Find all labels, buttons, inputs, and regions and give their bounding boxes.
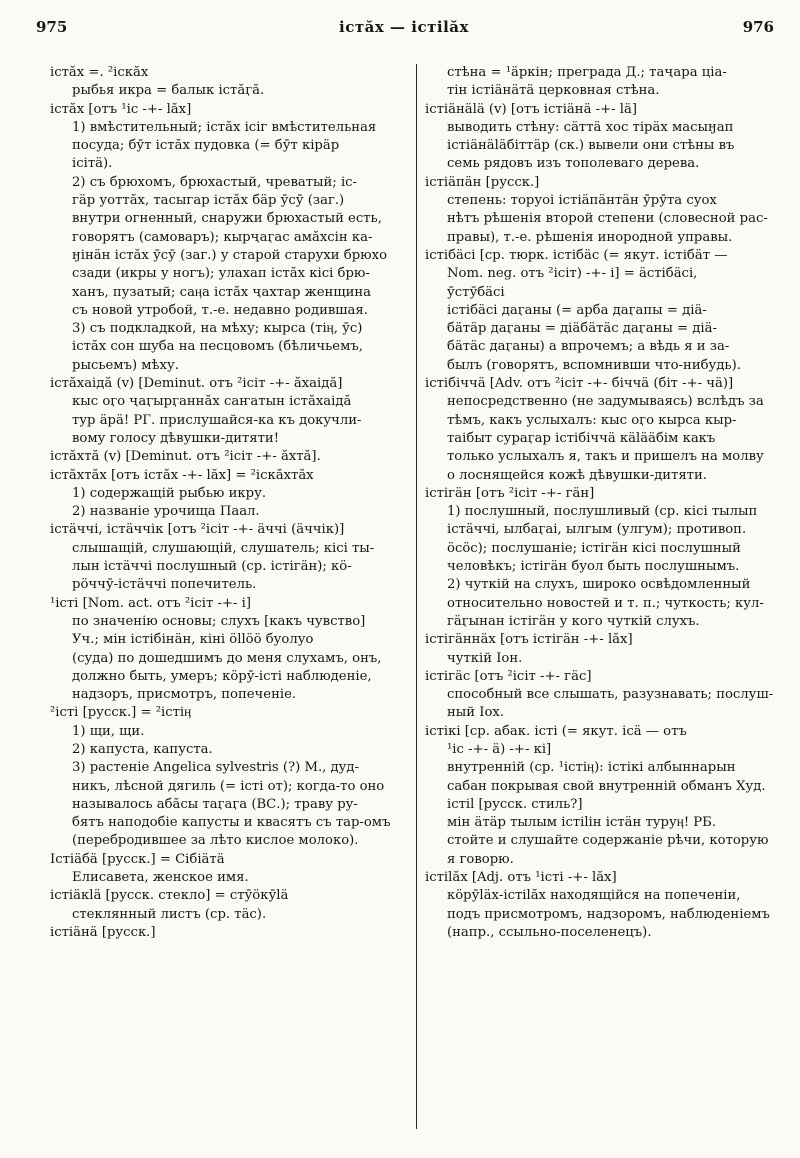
entry-line: внутренній (ср. ¹істіӊ): істікі албыннарын <box>447 760 736 776</box>
entry-line: 2) чуткій на слухъ, широко освѣдомленный <box>447 577 751 593</box>
entry-line: 2) съ брюхомъ, брюхастый, чреватый; іс- <box>72 174 358 190</box>
entry-line: способный все слышать, разузнавать; послуш- <box>447 687 774 703</box>
entry-line: выводить стѣну: сӓттӓ хос тірӓх масыӈап <box>447 119 734 135</box>
entry-line: 1) вмѣстительный; істӑх ісіг вмѣстительная <box>72 119 377 135</box>
dictionary-entry <box>50 924 410 942</box>
entry-line: 2) капуста, капуста. <box>72 741 213 757</box>
entry-line: кыс оӷо ҷаӷырӷаннӑх саҥатын істӑхаідӑ <box>72 394 352 410</box>
entry-line: Nom. neg. отъ ²ісіт) -+- і] = ӓстібӓсі, <box>447 266 698 282</box>
entry-line: съ новой утробой, т.-е. недавно родившая. <box>72 302 368 318</box>
entry-line: тін істіӓнӓтӓ церковная стѣна. <box>447 83 660 99</box>
entry-line: вому голосу дѣвушки-дитяти! <box>72 430 279 446</box>
entry-headword: істӑхаідӑ (v) [Deminut. отъ ²ісіт -+- ӑхаідӑ] <box>50 376 343 392</box>
entry-line: ӯстӯбӓсі <box>447 284 505 300</box>
entry-headword: ²істі [русск.] = ²істіӊ <box>50 705 192 721</box>
entry-line: (суда) по дошедшимъ до меня слухамъ, онъ, <box>72 650 382 666</box>
entry-line: істӓччі, ылбаӷаі, ылгым (улгум); противоп. <box>447 522 747 538</box>
entry-line: лын істӓччі послушный (ср. істігӓн); кӧ- <box>72 559 352 575</box>
entry-line: посуда; бӯт істӑх пудовка (= бӯт кірӓр <box>72 138 340 154</box>
entry-line: сабан покрывая свой внутренній обманъ Худ. <box>447 778 766 794</box>
entry-line: нѣтъ рѣшенія второй степени (словесной рас- <box>447 211 768 227</box>
entry-line: ӈінӓн істӑх ӯсӯ (заг.) у старой старухи брюхо <box>72 247 388 263</box>
entry-headword: істӑхтӑ (v) [Deminut. отъ ²ісіт -+- ӑхтӑ]. <box>50 449 321 465</box>
entry-line: (перебродившее за лѣто кислое молоко). <box>72 833 359 849</box>
column-divider <box>416 64 417 1129</box>
entry-line: только услыхалъ я, такъ и пришелъ на молву <box>447 449 764 465</box>
entry-line: называлось абӑсы таӷаӷа (ВС.); траву ру- <box>72 796 358 812</box>
entry-line: слышащій, слушающій, слушатель; кісі ты- <box>72 540 375 556</box>
entry-headword: істӑх =. ²іскӑх <box>50 65 149 80</box>
dictionary-entry <box>50 887 410 924</box>
dictionary-entry <box>425 64 785 101</box>
entry-line: былъ (говорятъ, вспомнивши что-нибудь). <box>447 357 741 373</box>
entry-line: істіl [русск. стиль?] <box>447 796 583 812</box>
entry-line: рысьемъ) мѣху. <box>72 357 179 373</box>
page-header <box>30 14 778 44</box>
page-number-left: 975 <box>36 18 68 36</box>
entry-line: мін ӓтӓр тылым істіlін істӓн туруӊ! РБ. <box>447 815 717 831</box>
entry-line: я говорю. <box>447 851 514 867</box>
entry-line: говорятъ (самоваръ); кырҷаӷас амӑхсін ка- <box>72 229 373 245</box>
entry-line: гӓр уоттӑх, тасыгар істӑх бӓр ӯсӯ (заг.) <box>72 193 345 209</box>
entry-line: тѣмъ, какъ услыхалъ: кыс оӷо кырса кыр- <box>447 412 737 428</box>
entry-line: степень: торуоі істіӓпӓнтӓн ӯрӯта суох <box>447 193 717 209</box>
dictionary-entry <box>425 668 785 723</box>
entry-line: непосредственно (не задумываясь) вслѣдъ за <box>447 394 764 410</box>
dictionary-entry <box>425 869 785 942</box>
entry-line: ¹іс -+- ӓ) -+- кі] <box>447 741 552 757</box>
entry-line: сзади (икры у ногъ); улахап істӑх кісі брю- <box>72 266 370 282</box>
entry-headword: ¹істі [Nom. act. отъ ²ісіт -+- і] <box>50 595 251 611</box>
dictionary-entry <box>50 448 410 466</box>
entry-line: 1) щи, щи. <box>72 723 145 739</box>
entry-line: ӧсӧс); послушаніе; істігӓн кісі послушный <box>447 540 741 556</box>
dictionary-entry <box>425 247 785 375</box>
entry-line: ісітӓ). <box>72 156 113 172</box>
page-number-right: 976 <box>742 18 774 36</box>
dictionary-entry <box>425 485 785 631</box>
entry-line: стойте и слушайте содержаніе рѣчи, которую <box>447 833 769 849</box>
entry-headword: істігӓс [отъ ²ісіт -+- гӓс] <box>425 668 592 684</box>
dictionary-entry <box>425 723 785 869</box>
entry-line: таібыт сураӷар істібіччӓ кӓlӓӓбім какъ <box>447 430 716 446</box>
entry-headword: істӑхтӑх [отъ істӑх -+- lӑх] = ²іскӑхтӑх <box>50 467 314 483</box>
dictionary-entry <box>50 521 410 594</box>
entry-line: о лоснящейся кожѣ дѣвушки-дитяти. <box>447 467 707 483</box>
entry-line: бятъ наподобіе капусты и квасятъ съ тар-омъ <box>72 815 391 831</box>
entry-headword: істӓччі, істӓччік [отъ ²ісіт -+- ӓччі (ӓччік)] <box>50 522 345 538</box>
entry-line: стеклянный листъ (ср. тӓс). <box>72 906 267 922</box>
entry-line: рыбья икра = балык істӑӷӑ. <box>72 83 265 99</box>
entry-headword: істібіччӓ [Adv. отъ ²ісіт -+- біччӓ (біт -+- чӓ)] <box>425 376 734 392</box>
right-column <box>425 64 785 942</box>
dictionary-entry <box>425 101 785 174</box>
entry-line: чуткій Іон. <box>447 650 523 666</box>
entry-line: внутри огненный, снаружи брюхастый есть, <box>72 211 382 227</box>
entry-line: Уч.; мін істібінӓн, кіні ӧllӧӧ буолуо <box>72 632 314 648</box>
entry-line: бӓтӓр даӷаны = діӓбӓтӓс даӷаны = діӓ- <box>447 321 717 337</box>
dictionary-entry <box>50 595 410 705</box>
dictionary-entry <box>425 174 785 247</box>
dictionary-entry <box>425 631 785 668</box>
dictionary-entry <box>50 375 410 448</box>
dictionary-entry <box>50 704 410 850</box>
running-title: істӑх — істіlӑх <box>339 18 469 36</box>
entry-line: по значенію основы; слухъ [какъ чувство] <box>72 613 366 629</box>
dictionary-entry <box>50 851 410 888</box>
entry-headword: істігӓн [отъ ²ісіт -+- гӓн] <box>425 485 595 501</box>
entry-headword: істіӓнӓlӓ (v) [отъ істіӓнӓ -+- lӓ] <box>425 101 637 117</box>
entry-line: істібӓсі даӷаны (= арба даӷапы = діӓ- <box>447 302 707 318</box>
entry-headword: істіӓнӓ [русск.] <box>50 924 156 940</box>
entry-headword: істіlӑх [Adj. отъ ¹істі -+- lӑх] <box>425 870 617 886</box>
entry-line: 2) названіе урочища Паал. <box>72 504 260 520</box>
entry-headword: істіӓкlӓ [русск. стекло] = стӯӧкӯlӓ <box>50 888 289 904</box>
entry-line: рӧччӯ-істӓччі попечитель. <box>72 577 257 593</box>
entry-line: правы), т.-е. рѣшенія инородной управы. <box>447 229 733 245</box>
entry-line: Елисавета, женское имя. <box>72 870 249 886</box>
left-column <box>50 64 410 942</box>
entry-line: (напр., ссыльно-поселенецъ). <box>447 924 652 940</box>
entry-line: істіӓнӓlӓбіттӓр (ск.) вывели они стѣны въ <box>447 138 735 154</box>
entry-line: гӓӷынан істігӓн у кого чуткій слухъ. <box>447 613 700 629</box>
entry-line: надзоръ, присмотръ, попеченіе. <box>72 687 297 703</box>
entry-line: ханъ, пузатый; саӊа істӑх ҷахтар женщина <box>72 284 372 300</box>
entry-headword: істіӓпӓн [русск.] <box>425 174 540 190</box>
entry-line: 3) съ подкладкой, на мѣху; кырса (тіӊ, ӯс) <box>72 321 363 337</box>
entry-line: кӧрӯlӓх-істіlӑх находящійся на попеченіи, <box>447 888 741 904</box>
entry-line: подъ присмотромъ, надзоромъ, наблюденіемъ <box>447 906 770 922</box>
dictionary-entry <box>50 467 410 522</box>
entry-line: 3) растеніе Angelica sylvestris (?) М., дуд- <box>72 760 359 776</box>
entry-line: 1) содержащій рыбью икру. <box>72 485 267 501</box>
entry-line: тур ӓрӓ! РГ. прислушайся-ка къ докучли- <box>72 412 362 428</box>
entry-line: 1) послушный, послушливый (ср. кісі тылып <box>447 504 758 520</box>
entry-headword: істӑх [отъ ¹іс -+- lӑх] <box>50 101 192 117</box>
dictionary-entry <box>50 101 410 375</box>
entry-line: семь рядовъ изъ тополеваго дерева. <box>447 156 700 172</box>
entry-line: бӓтӓс даӷаны) а впрочемъ; а вѣдь я и за- <box>447 339 730 355</box>
entry-headword: Істіӓбӓ [русск.] = Сібіӓтӓ <box>50 851 225 867</box>
entry-line: істӑх сон шуба на песцовомъ (бѣличьемъ, <box>72 339 363 355</box>
entry-line: стѣна = ¹ӓркін; преграда Д.; таҷара ціа- <box>447 65 727 80</box>
entry-line: относительно новостей и т. п.; чуткость; кул- <box>447 595 764 611</box>
entry-line: должно быть, умеръ; кӧрӯ-істі наблюденіе, <box>72 668 372 684</box>
entry-headword: істібӓсі [ср. тюрк. істібӓс (= якут. істібӓт — <box>425 247 728 263</box>
entry-line: человѣкъ; істігӓн буол быть послушнымъ. <box>447 559 740 575</box>
entry-headword: істікі [ср. абак. істі (= якут. ісӓ — отъ <box>425 723 687 739</box>
dictionary-entry <box>50 64 410 101</box>
entry-line: никъ, лѣсной дягиль (= істі от); когда-то оно <box>72 778 385 794</box>
dictionary-entry <box>425 375 785 485</box>
entry-headword: істігӓннӓх [отъ істігӓн -+- lӑх] <box>425 632 633 648</box>
entry-line: ный Іох. <box>447 705 505 721</box>
